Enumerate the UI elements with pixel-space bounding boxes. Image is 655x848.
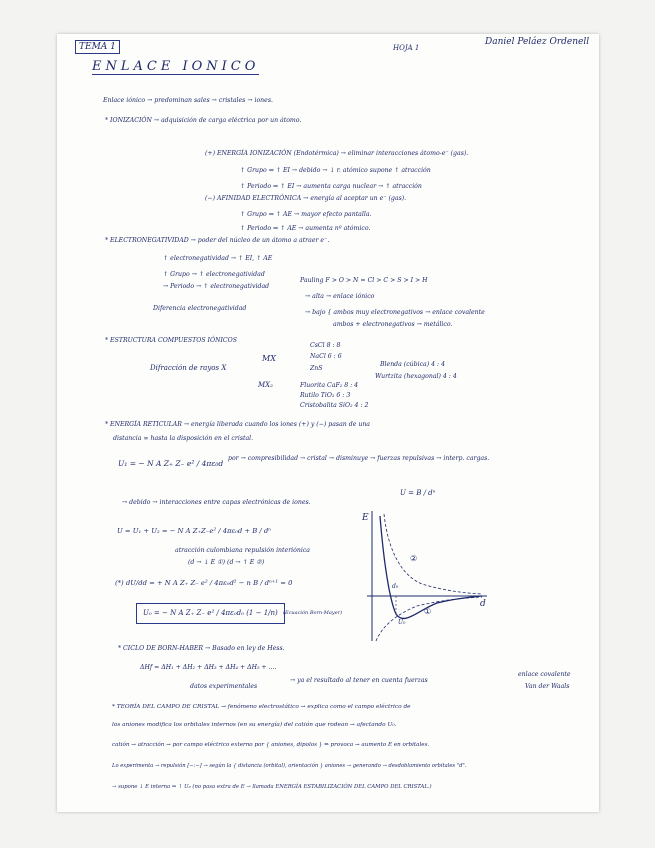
- y-axis-label: E: [362, 513, 369, 523]
- datos-experimentales: datos experimentales: [190, 683, 258, 690]
- interacciones-capas: → debido → interacciones entre capas electrónicas de iones.: [122, 499, 311, 506]
- nacl: NaCl 6 : 6: [310, 353, 342, 360]
- delta-hf: ΔHf = ΔH₁ + ΔH₂ + ΔH₃ + ΔH₄ + ΔH₅ + ....: [140, 664, 277, 671]
- born-mayer-label: (Ecuación Born-Mayer): [283, 610, 343, 616]
- u0-label: U₀: [398, 619, 406, 626]
- en-bajo-metalico: ambos + electronegativos → metálico.: [333, 321, 453, 328]
- curve-2-label: ②: [410, 554, 418, 563]
- curve-1-label: ①: [424, 607, 432, 616]
- d0-label: d₀: [392, 583, 399, 590]
- ae-periodo: ↑ Periodo ⇒ ↑ AE → aumenta nº atómico.: [240, 225, 371, 232]
- compresibilidad: por → compresibilidad → cristal → disminuye → fuerzas repulsivas → interp. cargas.: [228, 455, 490, 462]
- wurtzita: Wurtzita (hexagonal) 4 : 4: [375, 373, 457, 380]
- difraccion: Difracción de rayos X: [150, 364, 227, 372]
- pauling-scale: Pauling F > O > N = Cl > C > S > I > H: [300, 277, 428, 284]
- distancia-infinito: distancia ∞ hasta la disposición en el cristal.: [113, 435, 254, 442]
- section-campo-cristal: * TEORÍA DEL CAMPO DE CRISTAL → fenómeno electrostático → explica como el campo eléctrico de: [112, 704, 411, 710]
- tema-box: TEMA 1: [75, 40, 120, 54]
- mx2-label: MX₂: [258, 381, 273, 389]
- energia-estabilizacion: → supone ↓ E interna ⇒ ↑ U₀ (no pasa extra de E → llamada ENERGÍA ESTABILIZACIÓN DEL CAMPO DEL CRISTAL.): [112, 784, 432, 790]
- total-energy-curve: [380, 516, 482, 618]
- ei-periodo: ↑ Periodo ⇒ ↑ EI → aumenta carga nuclear → ↑ atracción: [240, 183, 422, 190]
- section-ionizacion: * IONIZACIÓN → adquisición de carga eléctrica por un átomo.: [105, 117, 302, 124]
- section-born-haber: * CICLO DE BORN-HABER → Basado en ley de Hess.: [118, 645, 285, 652]
- author-name: Daniel Peláez Ordenell: [485, 37, 590, 47]
- repulsion-curve: [384, 514, 482, 594]
- en-bajo: → bajo { ambos muy electronegativos → enlace covalente: [305, 309, 485, 316]
- rutilo: Rutilo TiO₂ 6 : 3: [300, 392, 351, 399]
- en-ei-ae: ↑ electronegatividad → ↑ EI, ↑ AE: [163, 255, 273, 262]
- formula-u1: U₁ = − N A Z₊ Z₋ e² / 4πε₀d: [118, 459, 224, 468]
- enlace-covalente: enlace covalente: [518, 671, 571, 678]
- mx-label: MX: [262, 354, 276, 363]
- d-energia: (d → ↓ E ①) (d → ↑ E ②): [188, 559, 265, 566]
- energy-distance-plot: [362, 506, 492, 646]
- blenda: Blenda (cúbica) 4 : 4: [380, 361, 446, 368]
- fluorita: Fluorita CaF₂ 8 : 4: [300, 382, 359, 389]
- atraccion-repulsion: atracción culombiana repulsión interiónica: [175, 547, 310, 554]
- derivada: (*) dU/dd = + N A Z₊ Z₋ e² / 4πε₀d² − n B / dⁿ⁺¹ = 0: [115, 579, 293, 587]
- en-periodo: → Periodo → ↑ electronegatividad: [163, 283, 270, 290]
- van-der-waals: Van der Waals: [525, 683, 570, 690]
- page-title: ENLACE IONICO: [92, 59, 260, 74]
- intro-line: Enlace iónico → predominan sales → cristales → iones.: [103, 97, 273, 104]
- ei-grupo: ↑ Grupo ⇒ ↑ EI → debido → ↓ r. atómico supone ↑ atracción: [240, 167, 431, 174]
- section-estructura: * ESTRUCTURA COMPUESTOS IÓNICOS: [105, 337, 237, 344]
- diferencia-en: Diferencia electronegatividad: [153, 305, 247, 312]
- section-electronegatividad: * ELECTRONEGATIVIDAD → poder del núcleo de un átomo a atraer e⁻.: [105, 237, 330, 244]
- en-alta: → alta → enlace iónico: [305, 293, 375, 300]
- resultado-fuerzas: → ya el resultado al tener en cuenta fuerzas: [290, 677, 428, 684]
- afinidad-electronica: (−) AFINIDAD ELECTRÓNICA → energía al aceptar un e⁻ (gas).: [205, 195, 407, 202]
- zns: ZnS: [310, 365, 323, 372]
- repulsion-desdoblamiento: Lo experimenta → repulsión [−:−] → según la { distancia (orbital), orientación } aniones → generando → desdoblamiento orbitales "d".: [112, 763, 467, 769]
- aniones-modifican: los aniones modifica los orbitales internos (en su energía) del catión que rodean → afectando U₀.: [112, 722, 397, 728]
- x-axis-label: d: [480, 599, 486, 609]
- cation-atraccion: catión → atracción → por campo eléctrico externo por { aniones, dipolos } ⇒ provoca → aumento E en orbitales.: [112, 742, 430, 748]
- cristobalita: Cristobalita SiO₂ 4 : 2: [300, 402, 369, 409]
- en-grupo: ↑ Grupo → ↑ electronegatividad: [163, 271, 265, 278]
- formula-u-total: U = U₁ + U₂ = − N A Z₊Z₋e² / 4πε₀d + B / dⁿ: [117, 527, 271, 535]
- born-mayer-formula: U₀ = − N A Z₊ Z₋ e² / 4πε₀d₀ (1 − 1/n): [136, 603, 285, 624]
- section-energia-reticular: * ENERGÍA RETICULAR → energía liberada cuando los iones (+) y (−) pasan de una: [105, 421, 370, 428]
- formula-ub: U = B / dⁿ: [400, 489, 436, 497]
- energia-ionizacion: (+) ENERGÍA IONIZACIÓN (Endotérmica) → eliminar interacciones átomo-e⁻ (gas).: [205, 150, 469, 157]
- cscl: CsCl 8 : 8: [310, 342, 341, 349]
- hoja-label: HOJA 1: [393, 44, 420, 52]
- ae-grupo: ↑ Grupo ⇒ ↑ AE → mayor efecto pantalla.: [240, 211, 372, 218]
